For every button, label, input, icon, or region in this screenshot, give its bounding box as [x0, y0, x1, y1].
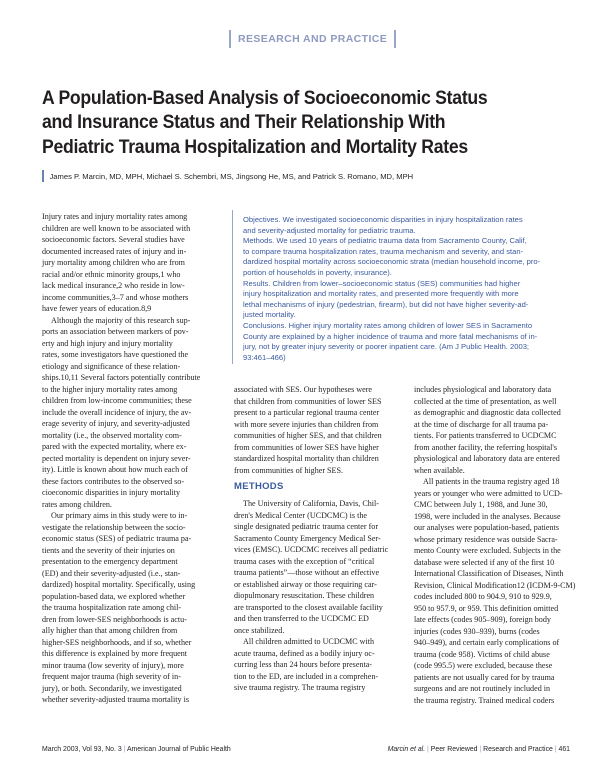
footer-review: Peer Reviewed: [430, 746, 478, 753]
authors: James P. Marcin, MD, MPH, Michael S. Schembri, MS, Jingsong He, MS, and Patrick S. Romano, MD, MPH: [49, 171, 414, 181]
text-line: Methods. We used 10 years of pediatric trauma data from Sacramento County, Calif,: [243, 236, 527, 246]
paragraph: [42, 315, 214, 511]
text-line: vices (EMSC). UCDCMC receives all pediatric: [234, 545, 389, 554]
text-line: with more severe injuries than children from: [234, 419, 379, 429]
text-line: ships.10,11 Several factors potentially contribute: [42, 373, 201, 382]
divider: |: [427, 746, 431, 753]
text-line: associated with SES. Our hypotheses were: [234, 385, 373, 394]
text-line: once stabilized.: [234, 625, 285, 635]
text-line: The University of California, Davis, Chil-: [243, 499, 379, 508]
text-line: communities of higher SES, and that children: [234, 431, 382, 440]
text-line: racial and/or ethnic minority groups,1 who: [42, 269, 181, 279]
paragraph: [234, 498, 396, 636]
text-line: ports an association between markers of pov-: [42, 327, 189, 336]
text-line: socioeconomic factors. Several studies have: [42, 235, 185, 244]
body-column-3: [414, 384, 576, 706]
text-line: (ED) and their severity-adjusted (i.e., stan-: [42, 568, 181, 578]
text-line: children are well known to be associated with: [42, 223, 191, 233]
text-line: ity). Little is known about how much each of: [42, 465, 188, 474]
text-line: 1998, were included in the analyses. Because: [414, 511, 561, 521]
text-line: lack medical insurance,2 who reside in low-: [42, 281, 185, 290]
text-line: and then transferred to the UCDCMC ED: [234, 614, 369, 623]
text-line: justed mortality.: [243, 310, 296, 320]
text-line: pared with the expected mortality, where ex-: [42, 442, 187, 451]
text-line: include the overall incidence of injury, the av-: [42, 407, 192, 417]
text-line: mortality (i.e., the observed mortality com-: [42, 430, 182, 440]
paragraph: [234, 636, 396, 694]
text-line: jury), or both. Secondarily, we investigated: [42, 683, 182, 693]
text-line: (code 995.5) were excluded, because these: [414, 661, 553, 670]
text-line: codes included 800 to 904.9, 910 to 929.9,: [414, 592, 552, 601]
text-line: mento County were excluded. Subjects in the: [414, 546, 561, 555]
text-line: from another facility, the referring hospital's: [414, 442, 557, 452]
text-line: are transported to the closest available facility: [234, 602, 383, 612]
text-line: years or younger who were admitted to UCD-: [414, 488, 563, 498]
text-line: these factors contributes to the observed so-: [42, 476, 185, 486]
text-line: the trauma hospitalization rate among chil-: [42, 603, 182, 612]
text-line: from communities of higher SES.: [234, 465, 344, 475]
text-line: Our primary aims in this study were to in-: [51, 511, 188, 520]
text-line: cioeconomic disparities in injury mortality: [42, 488, 181, 497]
text-line: Objectives. We investigated socioeconomic disparities in injury hospitalization rates: [243, 215, 523, 224]
divider: |: [554, 746, 559, 753]
divider: [42, 170, 44, 182]
text-line: All children admitted to UCDCMC with: [243, 637, 375, 646]
text-line: acute trauma, defined as a bodily injury oc-: [234, 648, 375, 658]
text-line: trauma (code 958). Victims of child abuse: [414, 649, 550, 659]
text-line: rates among children.: [42, 499, 112, 509]
text-line: and severity-adjusted mortality for pediatric trauma.: [243, 225, 416, 235]
paragraph: [42, 211, 214, 315]
page-number: 461: [558, 746, 570, 753]
section-heading-methods: METHODS: [234, 481, 284, 492]
text-line: diopulmonary resuscitation. These children: [234, 591, 375, 600]
text-line: lethal mechanisms of injury (pedestrian, firearm), but did not have higher severity-ad-: [243, 299, 529, 309]
text-line: jury mortality among children who are from: [42, 258, 185, 267]
text-line: injuries (codes 930–939), burns (codes: [414, 626, 540, 636]
text-line: Although the majority of this research sup-: [51, 315, 191, 325]
text-line: presentation to the emergency department: [42, 557, 178, 566]
divider: |: [479, 746, 484, 753]
text-line: tion to the ED, are included in a comprehen-: [234, 671, 379, 681]
title-line: A Population-Based Analysis of Socioeconomic Status: [42, 87, 488, 109]
text-line: tients. For patients transferred to UCDCMC: [414, 431, 557, 440]
page-footer: [42, 746, 570, 758]
text-line: injury hospitalization and mortality rates, and presented more frequently with more: [243, 289, 519, 299]
divider: |: [123, 746, 127, 753]
text-line: our analyses were population-based, patients: [414, 523, 559, 532]
text-line: sive trauma registry. The trauma registry: [234, 683, 366, 692]
text-line: trauma patients”—those without an effective: [234, 568, 380, 577]
text-line: present to a particular regional trauma center: [234, 408, 380, 417]
text-line: children from low-income communities; these: [42, 396, 192, 405]
text-line: at the time of discharge for all trauma pa-: [414, 419, 549, 429]
text-line: vestigate the relationship between the socio-: [42, 522, 186, 532]
text-line: trauma cases with the exception of “critical: [234, 556, 375, 566]
title-line: and Insurance Status and Their Relationship With: [42, 111, 446, 134]
text-line: income communities,3–7 and whose mothers: [42, 292, 189, 302]
text-line: as demographic and diagnostic data collected: [414, 408, 561, 417]
text-line: erty and high injury and injury mortality: [42, 338, 173, 348]
text-line: erage severity of injury, and severity-adjusted: [42, 419, 190, 428]
article-title: [42, 86, 510, 159]
text-line: late effects (codes 905–909), foreign body: [414, 615, 551, 624]
text-line: have fewer years of education.8,9: [42, 304, 152, 313]
abstract-box: [232, 210, 570, 364]
text-line: Sacramento County Emergency Medical Ser-: [234, 533, 381, 543]
text-line: 93:461–466): [243, 352, 286, 362]
text-line: All patients in the trauma registry aged 18: [423, 477, 560, 486]
footer-journal: American Journal of Public Health: [126, 746, 231, 753]
text-line: economic status (SES) of pediatric trauma pa-: [42, 534, 192, 543]
text-line: higher-SES neighborhoods, and if so, whether: [42, 637, 192, 647]
text-line: documented increased rates of injury and in-: [42, 246, 187, 256]
text-line: database were selected if any of the first 10: [414, 557, 555, 567]
paragraph: [414, 476, 576, 706]
text-line: population-based data, we explored whether: [42, 591, 186, 601]
section-label: RESEARCH AND PRACTICE: [238, 33, 388, 45]
text-line: frequent major trauma (high severity of in-: [42, 672, 181, 681]
text-line: International Classification of Diseases, Ninth: [414, 569, 564, 578]
text-line: collected at the time of presentation, as well: [414, 396, 557, 406]
text-line: or established airway or those requiring car-: [234, 579, 377, 589]
section-header: [229, 28, 396, 50]
title-line: Pediatric Trauma Hospitalization and Mortality Rates: [42, 135, 468, 158]
footer-issue: March 2003, Vol 93, No. 3: [42, 746, 122, 753]
text-line: whether severity-adjusted trauma mortality is: [42, 695, 189, 704]
text-line: dardized) hospital mortality. Specifically, using: [42, 580, 196, 589]
text-line: portion of households in poverty, insurance).: [243, 267, 392, 277]
text-line: jury, not by greater injury severity or poorer inpatient care. (Am J Public Health. 2003;: [243, 342, 530, 352]
text-line: curring less than 24 hours before presenta-: [234, 660, 372, 669]
text-line: etiology and significance of these relation-: [42, 361, 181, 371]
text-line: when available.: [414, 465, 465, 475]
body-column-2: [234, 384, 396, 694]
text-line: dren from lower-SES neighborhoods is actu-: [42, 614, 187, 624]
paragraph: [414, 384, 569, 476]
text-line: Injury rates and injury mortality rates among: [42, 212, 188, 221]
text-line: to compare trauma hospitalization rates, trauma mechanism and severity, and stan-: [243, 246, 524, 256]
text-line: standardized hospital mortality than children: [234, 454, 379, 463]
text-line: tients and the severity of their injuries on: [42, 545, 175, 555]
text-line: rates, some investigators have questioned the: [42, 350, 189, 359]
text-line: minor trauma (low severity of injury), more: [42, 660, 184, 670]
text-line: to the higher injury mortality rates among: [42, 384, 178, 394]
text-line: dren's Medical Center (UCDCMC) is the: [234, 510, 367, 520]
text-line: whose primary residence was outside Sacra-: [414, 534, 558, 544]
paragraph: [42, 510, 214, 706]
text-line: this difference is explained by more frequent: [42, 649, 188, 658]
text-line: 940–949), and certain early complications of: [414, 638, 560, 647]
text-line: Conclusions. Higher injury mortality rates among children of lower SES in Sacramento: [243, 320, 533, 330]
body-column-1: [42, 211, 214, 706]
text-line: that children from communities of lower SES: [234, 396, 382, 406]
paragraph: [234, 384, 396, 476]
text-line: the trauma registry. Trained medical coders: [414, 695, 555, 705]
text-line: ally higher than that among children from: [42, 626, 178, 635]
author-line: [42, 169, 413, 183]
text-line: patients are not usually cared for by trauma: [414, 672, 555, 682]
text-line: Revision, Clinical Modification12 (ICDM-9-CM): [414, 580, 576, 590]
text-line: CMC between July 1, 1988, and June 30,: [414, 500, 548, 509]
text-line: physiological and laboratory data are entered: [414, 454, 560, 463]
text-line: surgeons and are not routinely included in: [414, 684, 551, 693]
text-line: pected mortality is dependent on injury sever-: [42, 453, 191, 463]
text-line: single designated pediatric trauma center for: [234, 522, 379, 531]
divider: [394, 30, 396, 48]
text-line: 950 to 957.9, or 959. This definition omitted: [414, 603, 559, 613]
text-line: dardized hospital mortality across socioeconomic strata (median household income, pro-: [243, 257, 541, 267]
footer-author-ref: Marcin et al.: [387, 746, 426, 753]
text-line: includes physiological and laboratory data: [414, 385, 552, 394]
text-line: Results. Children from lower–socioeconomic status (SES) communities had higher: [243, 278, 521, 288]
text-line: from communities of lower SES have higher: [234, 442, 379, 452]
text-line: County are explained by a higher incidence of trauma and more fatal mechanisms of in-: [243, 331, 538, 341]
footer-section: Research and Practice: [483, 746, 553, 753]
